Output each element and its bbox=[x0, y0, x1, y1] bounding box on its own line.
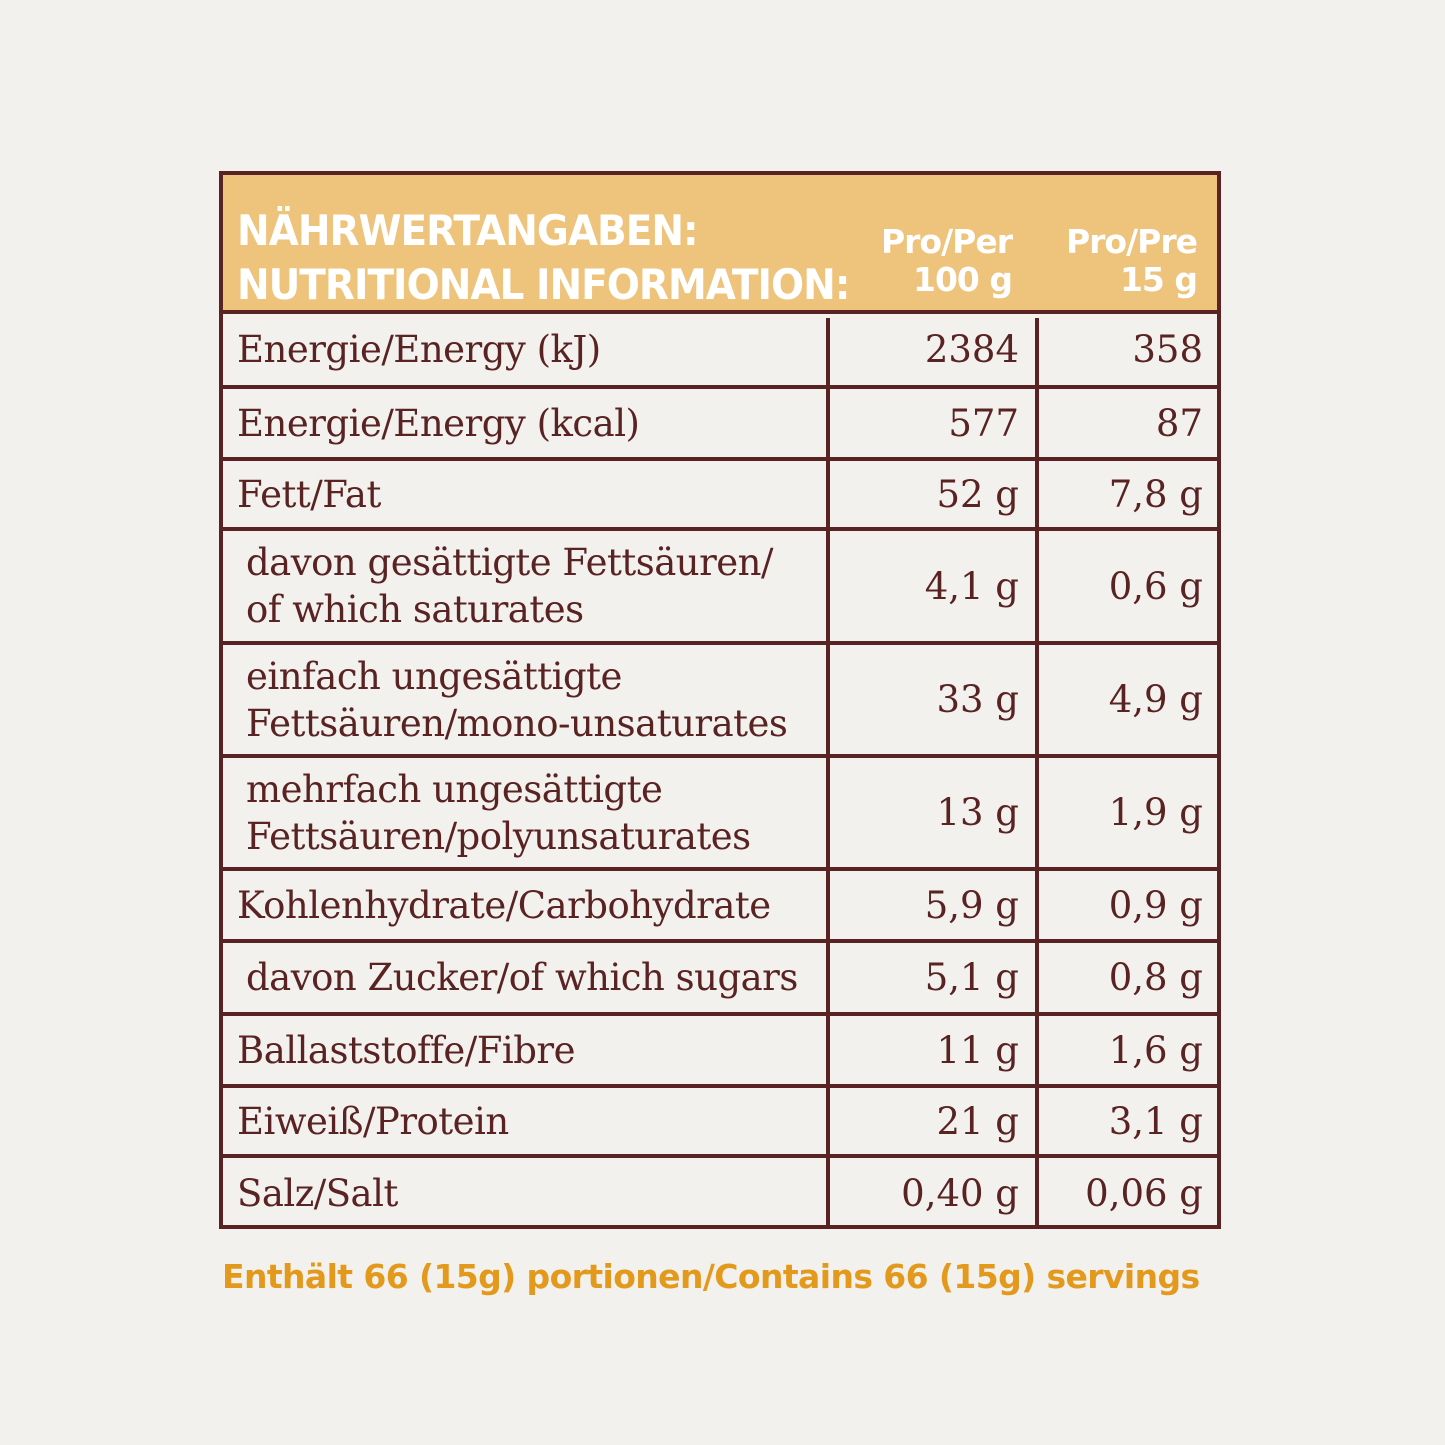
nutrient-label: Kohlenhydrate/Carbohydrate bbox=[237, 883, 771, 927]
table-row bbox=[223, 531, 1217, 645]
table-header bbox=[223, 175, 1217, 314]
column-header-per-15g-line2: 15 g bbox=[1119, 260, 1197, 299]
table-title bbox=[237, 205, 849, 313]
table-row bbox=[223, 314, 1217, 389]
nutrient-label: Salz/Salt bbox=[237, 1172, 398, 1215]
title-english: NUTRITIONAL INFORMATION: bbox=[237, 261, 850, 310]
value-per-15g: 3,1 g bbox=[1108, 1099, 1203, 1143]
servings-note: Enthält 66 (15g) portionen/Contains 66 (15g) servings bbox=[222, 1257, 1200, 1296]
nutrient-label-line1: davon gesättigte Fettsäuren/ bbox=[246, 541, 773, 584]
value-per-100g: 21 g bbox=[936, 1099, 1019, 1143]
table-row bbox=[223, 1088, 1217, 1158]
nutrient-label: Eiweiß/Protein bbox=[237, 1099, 509, 1143]
value-per-100g: 5,1 g bbox=[924, 956, 1019, 999]
value-per-100g: 0,40 g bbox=[901, 1172, 1019, 1215]
nutrient-label-line2: Fettsäuren/polyunsaturates bbox=[246, 814, 751, 858]
value-per-15g: 87 bbox=[1155, 401, 1203, 445]
nutrient-label bbox=[246, 758, 831, 867]
value-per-100g: 4,1 g bbox=[924, 564, 1019, 608]
value-per-15g: 0,6 g bbox=[1108, 564, 1203, 608]
nutrient-label bbox=[246, 645, 831, 754]
value-per-100g: 577 bbox=[948, 401, 1019, 445]
title-german: NÄHRWERTANGABEN: bbox=[237, 207, 698, 256]
value-per-15g: 0,06 g bbox=[1085, 1172, 1203, 1215]
table-row bbox=[223, 943, 1217, 1016]
table-row bbox=[223, 645, 1217, 758]
column-divider bbox=[826, 318, 830, 1225]
value-per-100g: 52 g bbox=[936, 472, 1019, 516]
nutrient-label-line1: einfach ungesättigte bbox=[246, 654, 622, 698]
value-per-15g: 7,8 g bbox=[1108, 472, 1203, 516]
nutrient-label: Energie/Energy (kcal) bbox=[237, 401, 640, 445]
nutrition-table bbox=[219, 171, 1221, 1229]
table-row bbox=[223, 871, 1217, 943]
column-header-per-100g-line2: 100 g bbox=[913, 260, 1012, 299]
nutrient-label: Energie/Energy (kJ) bbox=[237, 328, 601, 371]
nutrient-label bbox=[246, 531, 831, 641]
value-per-15g: 358 bbox=[1132, 328, 1203, 371]
value-per-100g: 2384 bbox=[924, 328, 1019, 371]
value-per-100g: 11 g bbox=[936, 1028, 1019, 1072]
nutrient-label: davon Zucker/of which sugars bbox=[246, 956, 798, 999]
table-row bbox=[223, 389, 1217, 461]
table-row bbox=[223, 1016, 1217, 1088]
nutrient-label: Ballaststoffe/Fibre bbox=[237, 1028, 575, 1072]
column-header-per-15g bbox=[1066, 223, 1197, 299]
value-per-100g: 33 g bbox=[936, 678, 1019, 721]
column-header-per-15g-line1: Pro/Pre bbox=[1065, 222, 1197, 261]
value-per-100g: 13 g bbox=[936, 791, 1019, 834]
nutrient-label-line2: of which saturates bbox=[246, 588, 584, 631]
table-row bbox=[223, 461, 1217, 531]
column-header-per-100g bbox=[881, 223, 1012, 299]
table-row bbox=[223, 758, 1217, 871]
value-per-100g: 5,9 g bbox=[924, 883, 1019, 927]
nutrient-label-line1: mehrfach ungesättigte bbox=[246, 767, 663, 811]
table-row bbox=[223, 1158, 1217, 1229]
value-per-15g: 4,9 g bbox=[1108, 678, 1203, 721]
column-divider bbox=[1035, 318, 1039, 1225]
column-header-per-100g-line1: Pro/Per bbox=[880, 222, 1012, 261]
value-per-15g: 1,6 g bbox=[1108, 1028, 1203, 1072]
value-per-15g: 1,9 g bbox=[1108, 791, 1203, 834]
value-per-15g: 0,8 g bbox=[1108, 956, 1203, 999]
value-per-15g: 0,9 g bbox=[1108, 883, 1203, 927]
nutrient-label: Fett/Fat bbox=[237, 472, 381, 516]
nutrient-label-line2: Fettsäuren/mono-unsaturates bbox=[246, 701, 788, 745]
